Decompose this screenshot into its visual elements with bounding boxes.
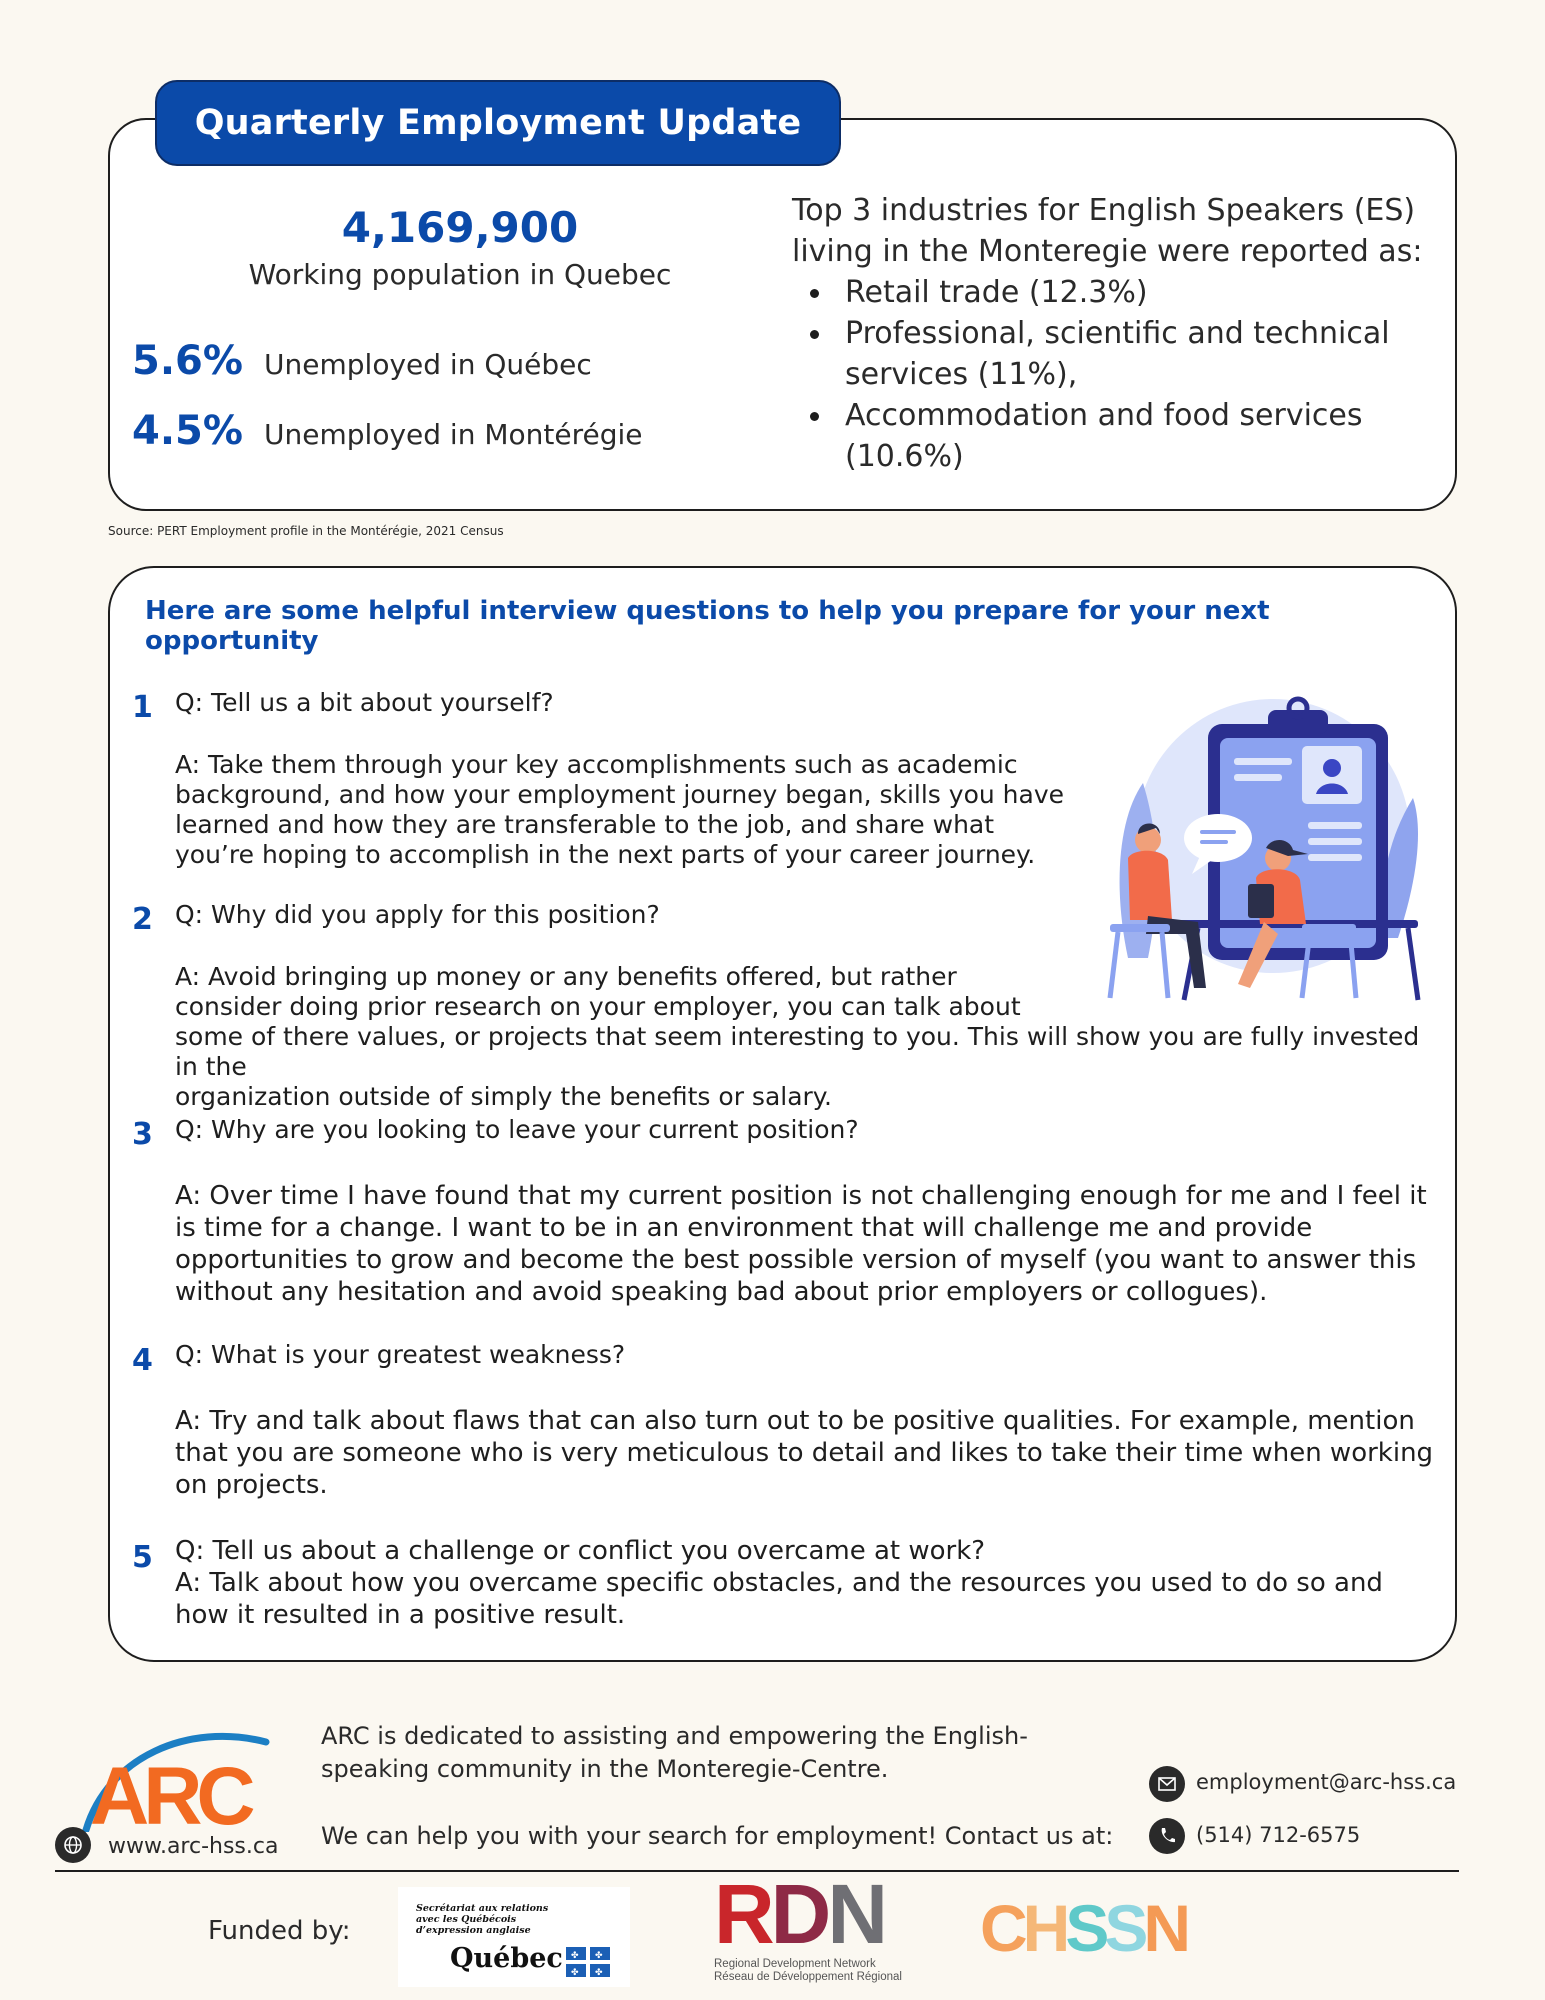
- help-text: We can help you with your search for employment! Contact us at:: [321, 1822, 1114, 1850]
- question-number: 1: [132, 690, 153, 725]
- quebec-flag-icon: [566, 1947, 610, 1977]
- stat-label: Unemployed in Montérégie: [264, 418, 643, 451]
- arc-logo: [78, 1712, 278, 1832]
- answer-text: [175, 1535, 1435, 1631]
- stat-value: 5.6%: [132, 338, 243, 384]
- answer-line: you’re hoping to accomplish in the next parts of your career journey.: [175, 840, 1036, 869]
- stat-quebec: [132, 338, 592, 384]
- interview-illustration: [1088, 688, 1438, 1008]
- answer-line: learned and how they are transferable to the job, and share what: [175, 810, 995, 839]
- arc-description: [321, 1720, 1081, 1786]
- answer-line: A: Over time I have found that my current position is not challenging enough for me and I feel it: [175, 1181, 1427, 1211]
- stat-monteregie: [132, 408, 643, 454]
- question-text: Q: Why did you apply for this position?: [175, 900, 660, 929]
- website-link[interactable]: www.arc-hss.ca: [108, 1834, 279, 1859]
- answer-line: that you are someone who is very meticulous to detail and likes to take their time when working: [175, 1438, 1434, 1468]
- description-line: ARC is dedicated to assisting and empowering the English-: [321, 1722, 1028, 1750]
- industries-heading: Top 3 industries for English Speakers (ES) living in the Monteregie were reported as:: [792, 193, 1423, 269]
- phone-link[interactable]: (514) 712-6575: [1196, 1823, 1361, 1847]
- question-number: 3: [132, 1117, 153, 1152]
- list-item: Retail trade (12.3%): [805, 272, 1445, 313]
- card-title: Quarterly Employment Update: [155, 80, 841, 166]
- answer-line: opportunities to grow and become the best possible version of myself (you want to answer this: [175, 1245, 1417, 1275]
- answer-line: A: Talk about how you overcame specific obstacles, and the resources you used to do so and: [175, 1568, 1383, 1598]
- svg-text:✤: ✤: [595, 1968, 603, 1977]
- answer-line: background, and how your employment journey began, skills you have: [175, 780, 1065, 809]
- answer-text: [175, 1180, 1435, 1308]
- email-link[interactable]: employment@arc-hss.ca: [1196, 1770, 1457, 1794]
- svg-text:✤: ✤: [571, 1951, 579, 1961]
- answer-text: [175, 962, 1435, 1112]
- question-text: Q: Tell us a bit about yourself?: [175, 688, 554, 717]
- rdn-logo: RDN Regional Development Network Réseau de Développement Régional: [714, 1867, 902, 1983]
- svg-text:✤: ✤: [595, 1951, 603, 1961]
- stat-label: Unemployed in Québec: [264, 348, 592, 381]
- funded-by-label: Funded by:: [208, 1916, 351, 1946]
- mail-icon: [1149, 1766, 1185, 1802]
- interview-heading: Here are some helpful interview questions to help you prepare for your next opportunity: [145, 596, 1270, 656]
- question-text: Q: Why are you looking to leave your current position?: [175, 1115, 859, 1144]
- svg-text:✤: ✤: [571, 1968, 579, 1977]
- industries-list: [805, 272, 1445, 477]
- answer-line: without any hesitation and avoid speaking bad about prior employers or collogues).: [175, 1277, 1268, 1307]
- answer-line: some of there values, or projects that seem interesting to you. This will show you are fully invested in the: [175, 1022, 1420, 1081]
- arc-logo-text: ARC: [90, 1751, 250, 1832]
- answer-line: A: Take them through your key accomplishments such as academic: [175, 750, 1018, 779]
- chssn-logo: CHSSN: [980, 1891, 1187, 1965]
- question-text: Q: Tell us about a challenge or conflict you overcame at work?: [175, 1536, 986, 1566]
- phone-icon: [1149, 1818, 1185, 1854]
- globe-icon: [55, 1827, 91, 1863]
- quebec-secretariat-logo: Secrétariat aux relations avec les Québécois d’expression anglaise Québec ✤ ✤ ✤ ✤: [398, 1887, 630, 1987]
- quebec-wordmark: Québec: [450, 1943, 563, 1974]
- answer-line: organization outside of simply the benefits or salary.: [175, 1082, 832, 1111]
- question-text: Q: What is your greatest weakness?: [175, 1340, 626, 1369]
- question-number: 5: [132, 1540, 153, 1575]
- answer-line: consider doing prior research on your employer, you can talk about: [175, 992, 1021, 1021]
- answer-line: A: Try and talk about flaws that can also turn out to be positive qualities. For example, mention: [175, 1406, 1415, 1436]
- question-number: 4: [132, 1343, 153, 1378]
- answer-text: [175, 1405, 1435, 1501]
- question-number: 2: [132, 902, 153, 937]
- answer-line: A: Avoid bringing up money or any benefits offered, but rather: [175, 962, 957, 991]
- description-line: speaking community in the Monteregie-Centre.: [321, 1755, 889, 1783]
- answer-text: [175, 750, 1075, 870]
- source-note: Source: PERT Employment profile in the Montérégie, 2021 Census: [108, 524, 504, 538]
- working-population-label: Working population in Quebec: [248, 258, 672, 291]
- stat-value: 4.5%: [132, 408, 243, 454]
- answer-line: is time for a change. I want to be in an environment that will challenge me and provide: [175, 1213, 1313, 1243]
- working-population-value: 4,169,900: [341, 203, 579, 252]
- list-item: Accommodation and food services (10.6%): [805, 395, 1445, 477]
- list-item: Professional, scientific and technical services (11%),: [805, 313, 1445, 395]
- answer-line: how it resulted in a positive result.: [175, 1600, 626, 1630]
- answer-line: on projects.: [175, 1470, 328, 1500]
